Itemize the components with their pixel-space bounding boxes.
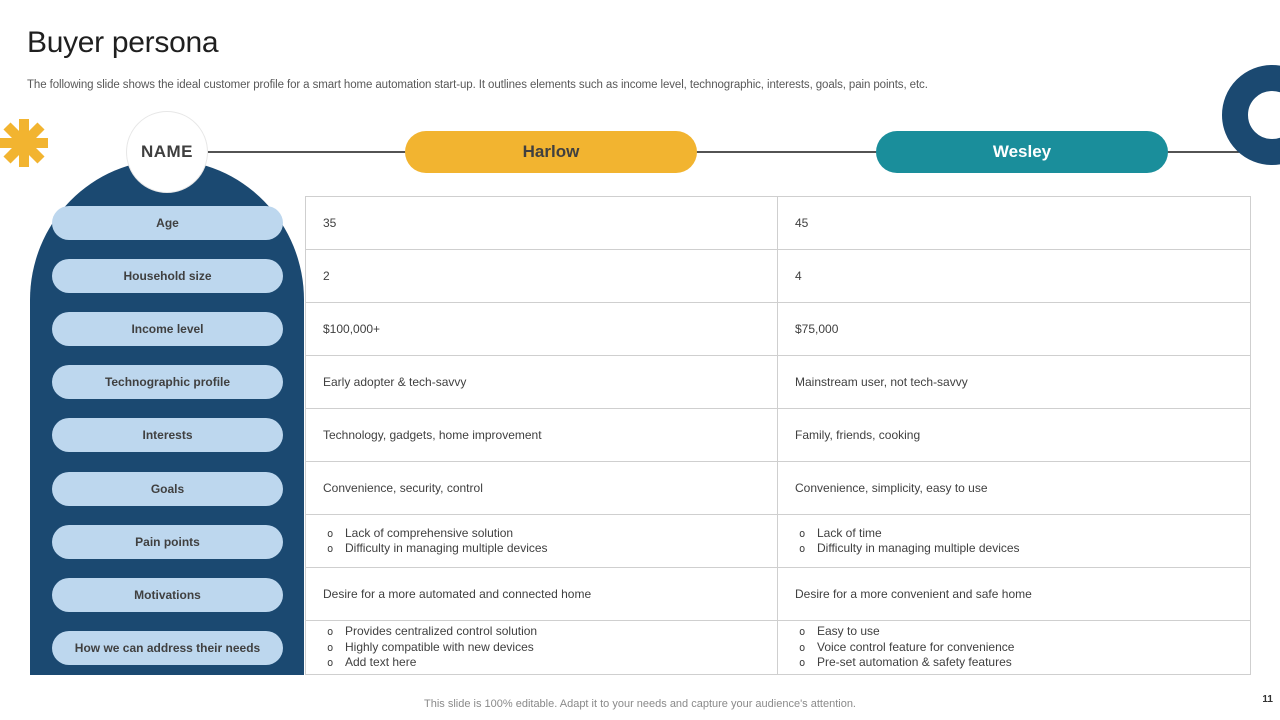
name-circle-label [126,111,208,193]
bullet-marker-icon: o [327,641,334,654]
bullet-text: Lack of time [817,525,882,540]
cell-text: $100,000+ [323,322,381,336]
bullet-marker-icon: o [799,657,806,670]
cell-text: 45 [795,216,809,230]
table-cell-harlow [306,515,778,568]
bullet-item [323,624,767,640]
table-cell-wesley [778,409,1250,462]
table-cell-harlow [306,409,778,462]
table-cell-harlow [306,621,778,674]
table-cell-harlow [306,250,778,303]
bullet-marker-icon: o [327,626,334,639]
table-cell-wesley [778,250,1250,303]
attribute-pill-list [52,196,283,675]
bullet-item [323,640,767,656]
bullet-text: Easy to use [817,624,880,639]
cell-text: 4 [795,269,802,283]
cell-text: Family, friends, cooking [795,428,921,442]
attribute-pill: Goals [52,472,283,506]
table-cell-wesley [778,197,1250,250]
bullet-item [323,541,767,557]
footer-note: This slide is 100% editable. Adapt it to your needs and capture your audience's attention. [424,698,856,710]
bullet-marker-icon: o [327,657,334,670]
bullet-item [795,655,1240,671]
cell-text: Early adopter & tech-savvy [323,375,467,389]
table-cell-harlow [306,197,778,250]
ring-icon [1235,78,1280,152]
bullet-text: Voice control feature for convenience [817,639,1015,654]
bullet-text: Difficulty in managing multiple devices [817,541,1020,555]
persona-name-label: Wesley [992,142,1052,161]
cell-text: Technology, gadgets, home improvement [323,428,542,442]
cell-text: 2 [323,269,330,283]
table-cell-harlow [306,462,778,515]
page-number: 11 [1262,694,1273,705]
persona-name-label: Harlow [522,142,580,161]
table-cell-wesley [778,462,1250,515]
cell-text: Desire for a more automated and connected home [323,587,592,601]
bullet-item [795,624,1240,640]
bullet-marker-icon: o [327,527,334,540]
bullet-marker-icon: o [327,543,334,555]
attribute-pill: Pain points [52,525,283,559]
bullet-text: Pre-set automation & safety features [817,655,1012,670]
bullet-marker-icon: o [799,626,806,639]
attribute-pill: Age [52,206,283,240]
table-cell-harlow [306,303,778,356]
table-cell-wesley [778,621,1250,674]
table-cell-harlow [306,568,778,621]
cell-text: Desire for a more convenient and safe home [795,587,1032,601]
table-cell-wesley [778,356,1250,409]
cell-text: $75,000 [795,322,839,336]
attribute-pill: Technographic profile [52,365,283,399]
slide-subtitle: The following slide shows the ideal customer profile for a smart home automation start-up. It outlines elements such as income level, technographic, interests, goals, pain points, etc. [27,79,928,91]
bullet-text: Add text here [345,655,417,670]
bullet-marker-icon: o [799,527,806,540]
cell-text: 35 [323,216,337,230]
bullet-item [795,640,1240,656]
cell-text: Convenience, security, control [323,481,483,495]
bullet-marker-icon: o [799,543,806,555]
attribute-pill: How we can address their needs [52,631,283,665]
bullet-item [323,655,767,671]
cell-text: Mainstream user, not tech-savvy [795,375,968,389]
bullet-item [323,526,767,542]
persona-header-harlow [405,131,697,173]
asterisk-icon [0,119,48,167]
bullet-text: Provides centralized control solution [345,624,538,639]
attribute-pill: Motivations [52,578,283,612]
persona-comparison-table [305,196,1251,675]
bullet-item [795,526,1240,542]
cell-text: Convenience, simplicity, easy to use [795,481,988,495]
bullet-text: Highly compatible with new devices [345,639,534,654]
bullet-text: Lack of comprehensive solution [345,525,514,540]
name-label: NAME [140,142,194,161]
attribute-pill: Interests [52,418,283,452]
table-cell-wesley [778,515,1250,568]
attribute-pill: Income level [52,312,283,346]
table-cell-harlow [306,356,778,409]
bullet-text: Difficulty in managing multiple devices [345,541,548,555]
page-title: Buyer persona [27,26,219,59]
persona-header-wesley [876,131,1168,173]
bullet-marker-icon: o [799,641,806,654]
attribute-pill: Household size [52,259,283,293]
table-cell-wesley [778,568,1250,621]
table-cell-wesley [778,303,1250,356]
bullet-item [795,541,1240,557]
